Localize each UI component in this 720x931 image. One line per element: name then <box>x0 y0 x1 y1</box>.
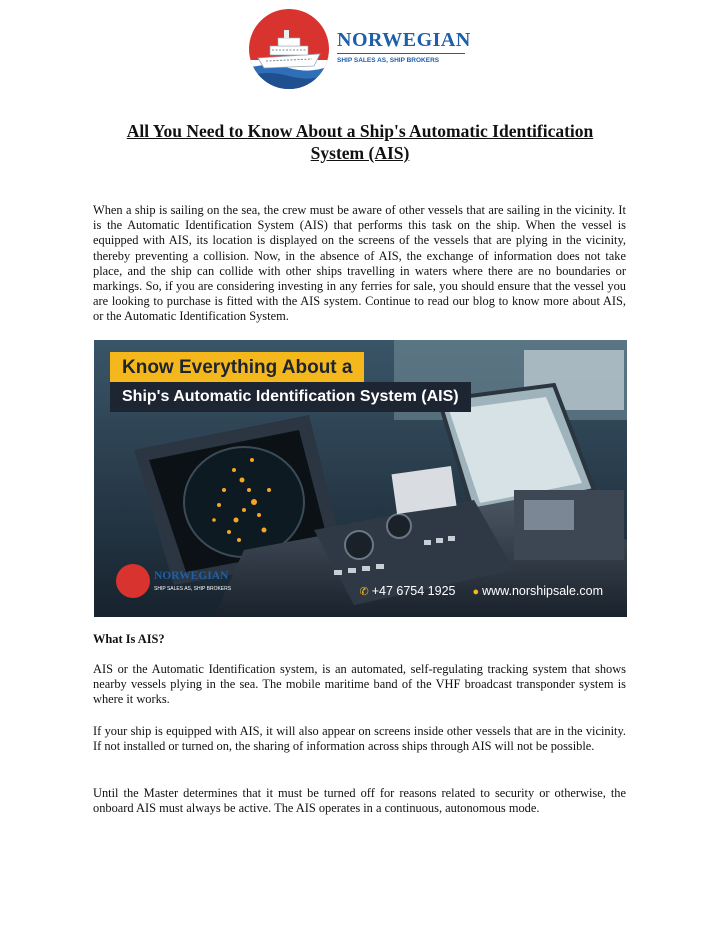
globe-icon: ● <box>472 586 480 598</box>
banner-phone: +47 6754 1925 <box>371 584 456 598</box>
banner-website: www.norshipsale.com <box>482 584 603 598</box>
body-paragraph: AIS or the Automatic Identification system, is an automated, self-regulating tracking system that shows nearby vessels plying in the sea. The mobile maritime band of the VHF broadcast transponder system is where it works. <box>93 662 626 707</box>
banner-logo-emblem-icon <box>116 564 150 598</box>
phone-icon: ✆ <box>359 586 369 598</box>
company-logo[interactable] <box>248 8 471 90</box>
banner-logo <box>116 562 241 602</box>
logo-ship-emblem-icon <box>248 8 330 90</box>
article-title: All You Need to Know About a Ship's Automatic Identification System (AIS) <box>126 121 594 163</box>
banner-logo-brand: NORWEGIAN <box>154 570 229 582</box>
article-banner-image <box>94 340 627 617</box>
banner-headline-line-2: Ship's Automatic Identification System (AIS) <box>110 382 471 412</box>
intro-paragraph: When a ship is sailing on the sea, the crew must be aware of other vessels that are sailing in the vicinity. It is the Automatic Identification System (AIS) that performs this task on the ship. When the vessel is equipped with AIS, its location is displayed on the screens of the vessels that are plying in the vicinity, thereby preventing a collision. Now, in the absence of AIS, the exchange of information does not take place, and the ship can collide with other ships travelling in waters where there are no boundaries or markings. So, if you are considering investing in any ferries for sale, you should ensure that the vessel you are looking to purchase is fitted with the AIS system. Continue to read our blog to know more about AIS, or the Automatic Identification System. <box>93 203 626 324</box>
body-paragraph: Until the Master determines that it must be turned off for reasons related to security or otherwise, the onboard AIS must always be active. The AIS operates in a continuous, autonomous mode. <box>93 786 626 816</box>
banner-headline-line-1: Know Everything About a <box>110 352 364 384</box>
logo-tagline: SHIP SALES AS, SHIP BROKERS <box>337 57 440 64</box>
section-heading: What Is AIS? <box>93 632 165 646</box>
logo-divider <box>337 53 465 54</box>
logo-brand-name: NORWEGIAN <box>337 29 471 51</box>
banner-logo-tagline: SHIP SALES AS, SHIP BROKERS <box>154 586 232 592</box>
body-paragraph: If your ship is equipped with AIS, it will also appear on screens inside other vessels that are in the vicinity. If not installed or turned on, the sharing of information across ships through AIS will not be possible. <box>93 724 626 754</box>
banner-contact <box>360 584 604 598</box>
